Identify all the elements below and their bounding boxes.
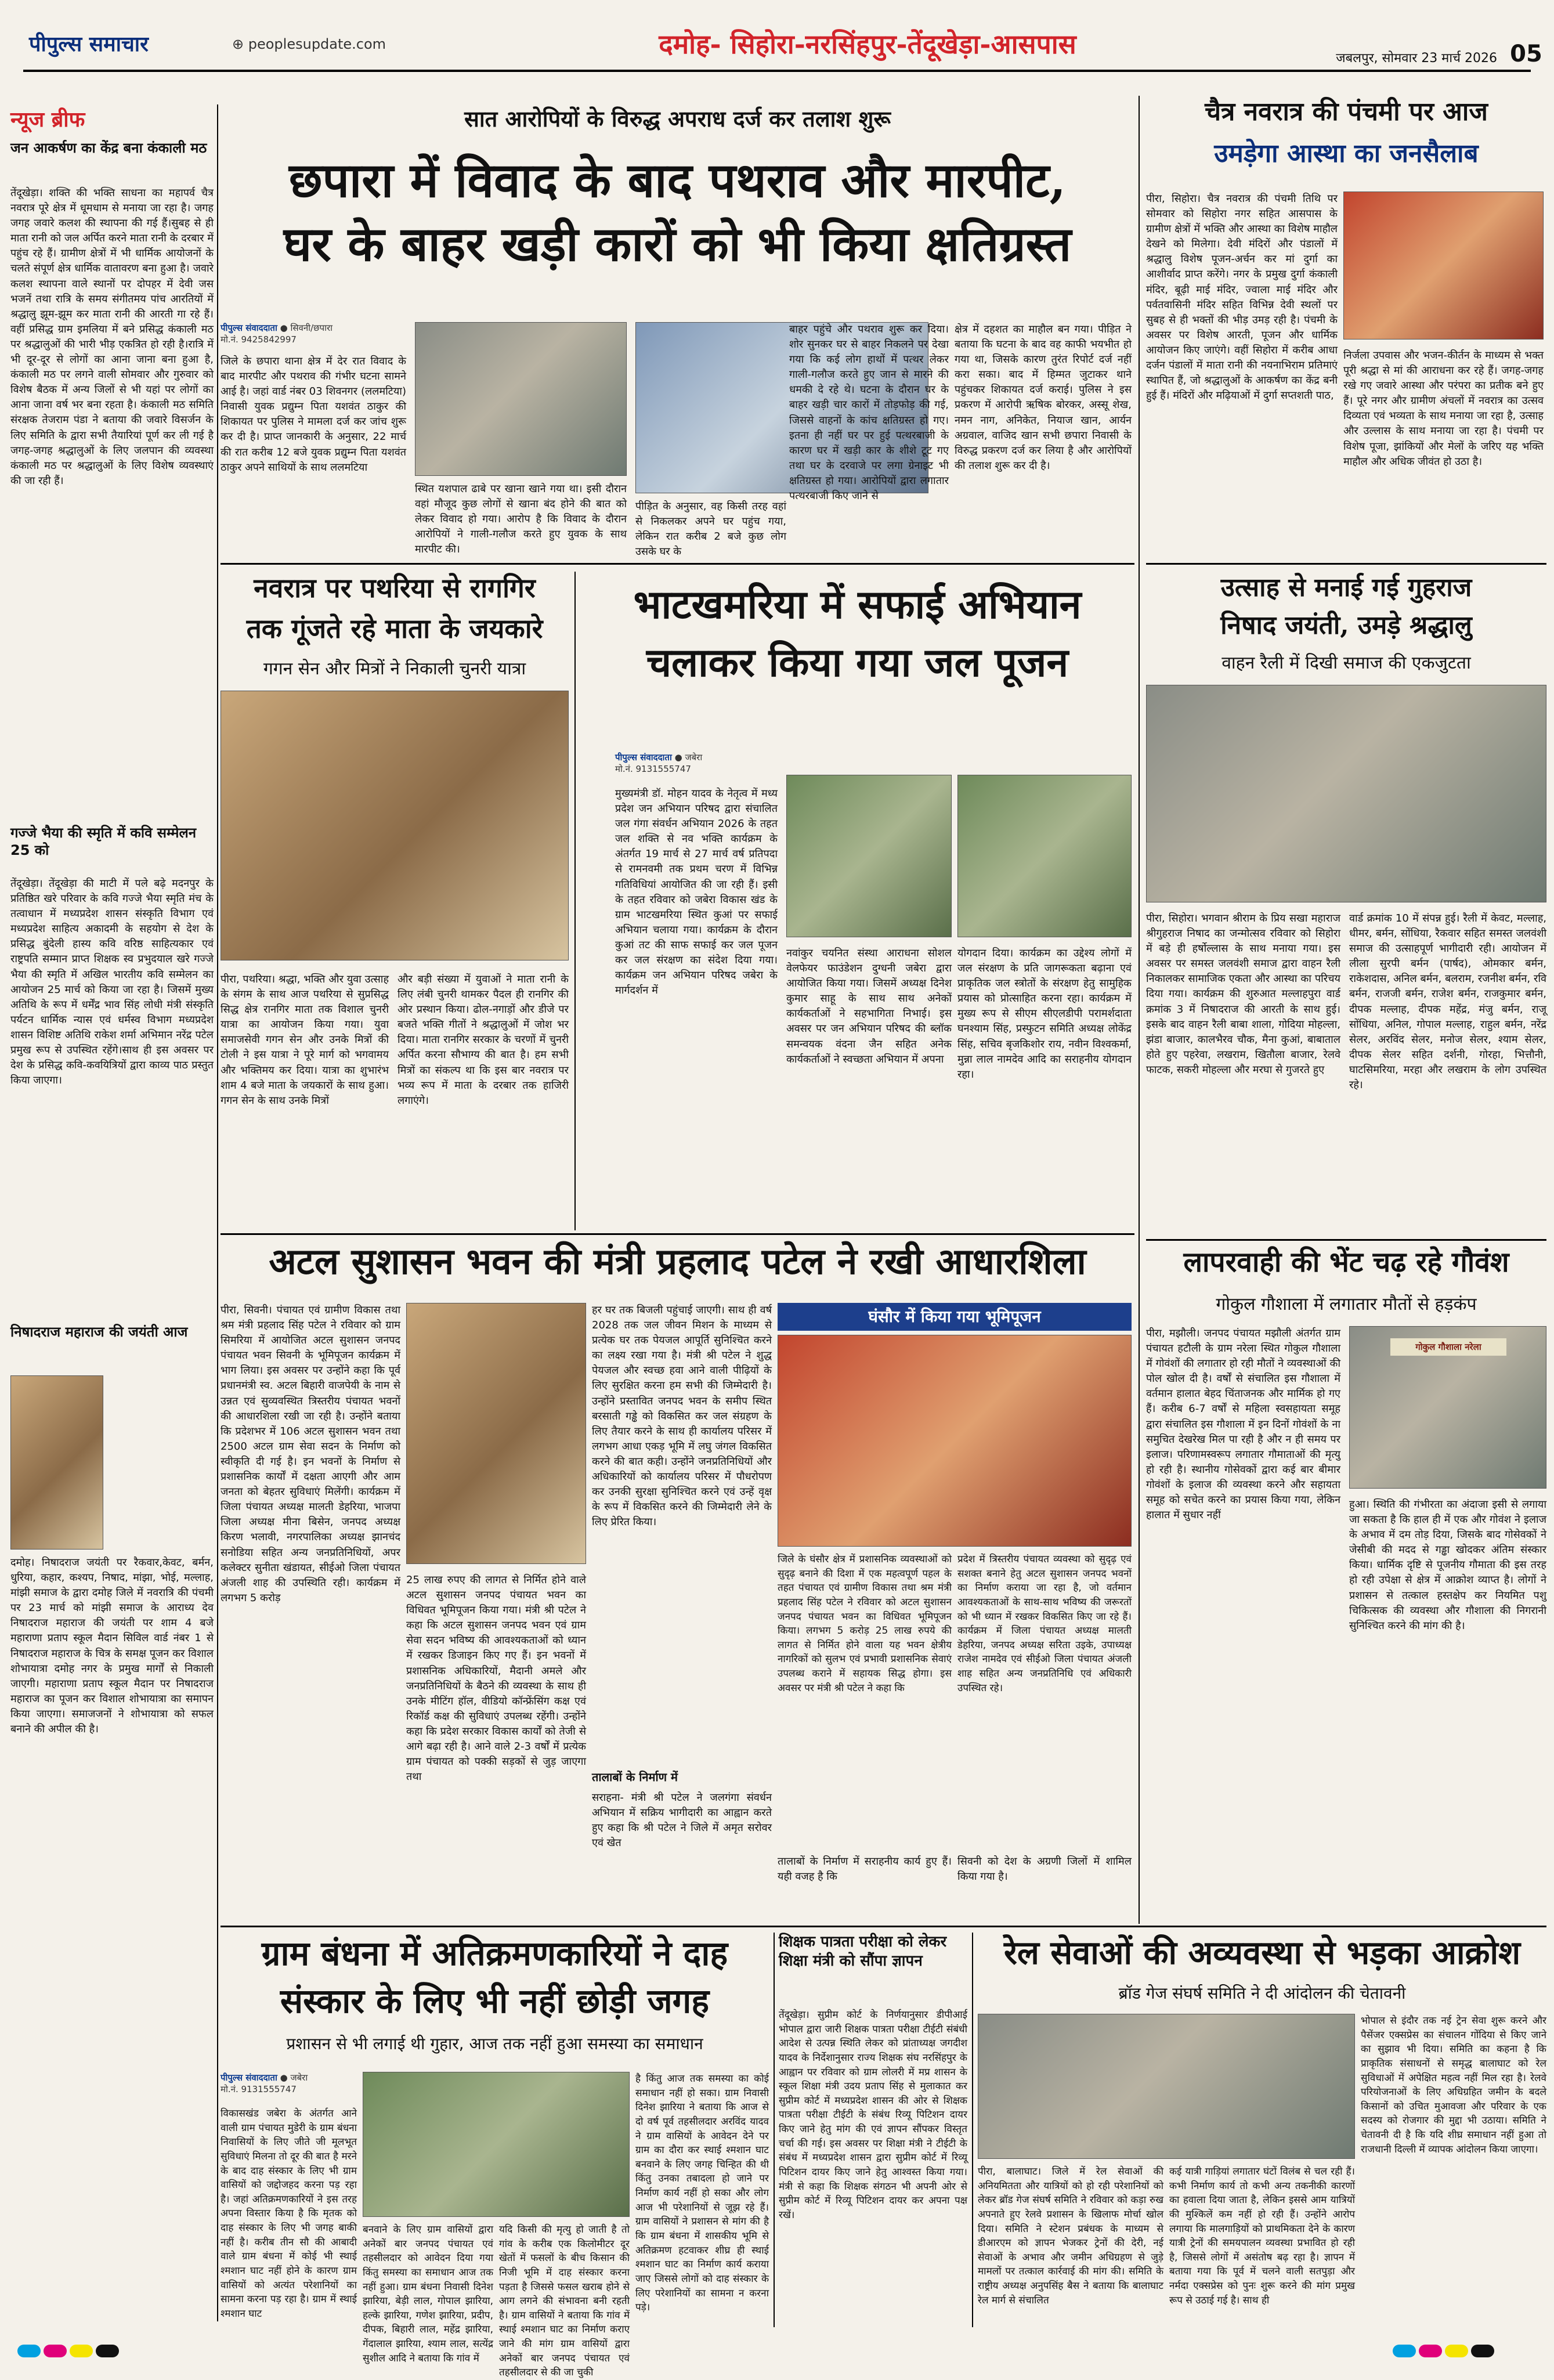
atal-col-5: सिवनी को देश के अग्रणी जिलों में शामिल किया गया है। (957, 1855, 1132, 1883)
gram-col-1: विकासखंड जबेरा के अंतर्गत आने वाली ग्राम पंचायत मुडेरी के ग्राम बंधना निवासियों के लिए जीते जी मूलभूत सुविधाएं मिलना तो दूर की बात है मरने के बाद दाह संस्कार के लिए भी ग्राम वासियों को जद्दोजहद करना पड़ रहा है। जहां अतिक्रमणकारियों ने इस तरह अपना विस्तार किया है कि मृतक को दाह संस्कार के लिए भी जगह बाकी नहीं है। करीब तीन सौ की आबादी वाले ग्राम बंधना में कोई भी स्थाई श्मशान घाट नहीं होने के कारण ग्राम वासियों को अत्यंत परेशानियों का सामना करना पड़ रहा है। ग्राम में स्थाई श्मशान घाट (221, 2108, 357, 2320)
masthead-rule (23, 70, 1531, 72)
website-text: peoplesupdate.com (248, 36, 386, 52)
atal-col-3: हर घर तक बिजली पहुंचाई जाएगी। साथ ही वर्ष 2028 तक जल जीवन मिशन के माध्यम से प्रत्येक घर तक पेयजल आपूर्ति सुनिश्चित करने का लक्ष्य रखा गया है। मंत्री श्री पटेल ने शुद्ध पेयजल और स्वच्छ हवा आने वाली पीढ़ियों के लिए सुरक्षित करना हम सभी की जिम्मेदारी है। उन्होंने प्रस्तावित जनपद भवन के समीप स्थित बरसाती गड्ढे को विकसित कर जल संग्रहण के लिए तैयार करने के साथ ही कार्यालय परिसर में लगभग आधा एकड़ भूमि में लघु जंगल विकसित करने की बात कही। उन्होंने जनप्रतिनिधियों और अधिकारियों को कार्यालय परिसर में पौधरोपण कर उनकी सुरक्षा सुनिश्चित करने एवं उन्हें वृक्ष के रूप में विकसित करने की जिम्मेदारी लेने के लिए प्रेरित किया। (592, 1304, 772, 1529)
website-link[interactable] (232, 36, 406, 56)
page-number: 05 (1510, 41, 1542, 67)
ghansaur-caption-right: प्रदेश में त्रिस्तरीय पंचायत व्यवस्था को सुदृढ़ एवं सशक्त बनाने हेतु अटल सुशासन जनपद भवनों का निर्माण कराया जा रहा है, जो वर्तमान आवश्यकताओं के साथ-साथ भविष्य की जरूरतों को भी ध्यान में रखकर विकसित किए जा रहे हैं। कार्यक्रम में जिला पंचायत अध्यक्ष मालती डेहरिया, जनपद अध्यक्ष सरिता उइके, उपाध्यक्ष राजेश नामदेव एवं सीईओ जिला पंचायत अंजली शाह सहित अन्य जनप्रतिनिधि एवं अधिकारी उपस्थित रहे। (957, 1554, 1132, 1694)
rail-col-1: पीरा, बालाघाट। जिले में रेल सेवाओं की अनियमितता और यात्रियों को हो रही परेशानियों को लेकर ब्रॉड गेज संघर्ष समिति ने रविवार को कड़ा रुख अपनाते हुए रेलवे प्रशासन के खिलाफ मोर्चा खोल दिया। समिति ने स्टेशन प्रबंधक के माध्यम से डीआरएम को ज्ञापन भेजकर ट्रेनों की देरी, नई सेवाओं के अभाव और जमीन अधिग्रहण से जुड़े मामलों पर तत्काल कार्रवाई की मांग की। समिति के राष्ट्रीय अध्यक्ष अनुपसिंह बैस ने बताया कि बालाघाट रेल मार्ग से संचालित (978, 2166, 1163, 2306)
gaushala-story (1146, 1245, 1546, 1924)
gaushala-building-photo (1349, 1326, 1546, 1489)
navratri-col-1: पीरा, सिहोरा। चैत्र नवरात्र की पंचमी तिथि पर सोमवार को सिहोरा नगर सहित आसपास के ग्रामीण क्षेत्रों में भक्ति और आस्था का विशेष माहौल देखने को मिलेगा। देवी मंदिरों और पंडालों में श्रद्धालु विशेष पूजन-अर्चन कर मां दुर्गा का आशीर्वाद प्राप्त करेंगे। नगर के प्रमुख दुर्गा कंकाली मंदिर, बूढ़ी माई मंदिर, ज्वाला माई मंदिर और पर्वतवासिनी मंदिर सहित विभिन्न देवी स्थलों पर सुबह से ही भक्तों की भीड़ उमड़ रही है। पंचमी के अवसर पर विशेष आरती, पूजन और धार्मिक आयोजन किए जाएंगे। वहीं सिहोरा में करीब आधा दर्जन पंडालों में माता रानी की नयनाभिराम प्रतिमाएं स्थापित हैं, जो श्रद्धालुओं के आकर्षण का केंद्र बनी हुई हैं। मंदिरों और मढ़ियाओं में दुर्गा सप्तशती पाठ, (1146, 193, 1338, 402)
rail-story (978, 1933, 1546, 2327)
right-column-rule (1139, 96, 1140, 1924)
gram-byline: पीपुल्स संवाददाता ● जबेरा मो.नं. 9131555747 (221, 2072, 308, 2094)
atal-col-3b: सराहना- मंत्री श्री पटेल ने जलगंगा संवर्धन अभियान में सक्रिय भागीदारी का आह्वान करते हुए कहा कि श्री पटेल ने जिले में अमृत सरोवर एवं खेत (592, 1792, 772, 1850)
guhraj-headline-1: उत्साह से मनाई गई गुहराज (1220, 573, 1472, 602)
lead-story-bottom-rule (221, 563, 1134, 565)
atal-headline: अटल सुशासन भवन की मंत्री प्रहलाद पटेल ने रखी आधारशिला (269, 1240, 1086, 1283)
atal-story (221, 1239, 1134, 1924)
lead-headline-1: छपारा में विवाद के बाद पथराव और मारपीट, (289, 153, 1066, 208)
jal-pujan-byline: पीपुल्स संवाददाता ● जबेरा मो.नं. 9131555747 (615, 752, 703, 774)
jal-pujan-headline-1: भाटखमरिया में सफाई अभियान (633, 582, 1082, 628)
lead-kicker: सात आरोपियों के विरुद्ध अपराध दर्ज कर तलाश शुरू (464, 106, 891, 132)
chunari-col-2: और बड़ी संख्या में युवाओं ने माता रानी के लिए लंबी चुनरी थामकर पैदल ही रानगिर की ओर प्रस्थान किया। ढोल-नगाड़ों और डीजे पर बजते भक्ति गीतों ने श्रद्धालुओं में जोश भर दिया। माता रानगिर सरकार के चरणों में चुनरी अर्पित करना सौभाग्य की बात है। हम सभी मित्रों का संकल्प था कि इस बार नवरात्र पर भव्य रूप में माता के दरबार तक हाजिरी लगाएंगे। (397, 973, 569, 1107)
brief-body-3: दमोह। निषादराज जयंती पर रैकवार,केवट, बर्मन, धुरिया, कहार, कश्यप, निषाद, मांझा, भोई, मल्लाह, मांझी समाज के द्वारा दमोह जिले में नवरात्रि की पंचमी पर 23 मार्च को मांझी समाज के आराध्य देव निषादराज महाराज की जयंती पर शाम 4 बजे महाराणा प्रताप स्कूल मैदान सिविल वार्ड नंबर 1 से निषादराज महाराज के चित्र के समक्ष पूजन कर विशाल शोभायात्रा दमोह नगर के प्रमुख मार्गों से निकाली जाएगी। महाराणा प्रताप स्कूल मैदान पर निषादराज महाराज का पूजन कर विशाल शोभायात्रा का समापन किया जाएगा। समाजजनों ने शोभायात्रा को सफल बनाने की अपील की है। (10, 1556, 214, 1736)
paper-name: पीपुल्स समाचार (29, 32, 149, 56)
teacher-headline: शिक्षक पात्रता परीक्षा को लेकर शिक्षा मंत्री को सौंपा ज्ञापन (779, 1933, 947, 1970)
brief-body-1: तेंदूखेड़ा। शक्ति की भक्ति साधना का महापर्व चैत्र नवरात्र पूरे क्षेत्र में धूमधाम से मनाया जा रहा है। जगह जगह जवारे कलश की स्थापना की गई हैं।सुबह से ही माता रानी को जल अर्पित करने माता रानी के दरबार में पहुंच रहे हैं। ग्रामीण क्षेत्रों में भी धार्मिक आयोजनों के चलते संपूर्ण क्षेत्र धार्मिक वातावरण बना हुआ है। जवारे कलश स्थापना वाले स्थानों पर दोपहर में देवी जस भजनें तथा रात्रि के समय संगीतमय पांच आरतियों में श्रद्धालु झूम-झूम कर माता रानी की आरती गा रहे हैं। वहीं प्रसिद्ध ग्राम इमलिया में बने प्रसिद्ध कंकाली मठ पर श्रद्धालुओं की भारी भीड़ एकत्रित हो रही है।रात्रि में भी दूर-दूर से लोगों का आना जाना बना हुआ है, कंकाली मठ पर लगने वाली सोमवार और गुरुवार को विशेष बैठक में अन्य जिलों से भी यहां पर लोगों का आना जाना वर्ष भर बना रहता है। कंकाली मठ समिति संरक्षक तेजराम पंडा ने बताया की जवारे विसर्जन के लिए समिति के द्वारा सभी तैयारियां पूर्ण कर ली गई है जगह-जगह श्रद्धालुओं के लिए जलपान की व्यवस्था कंकाली मठ पर श्रद्धालुओं के लिए विशेष व्यवस्थाएं की जा रही हैं। (10, 187, 214, 487)
nishadraj-portrait-image (10, 1375, 103, 1550)
gram-headline-1: ग्राम बंधना में अतिक्रमणकारियों ने दाह (261, 1934, 728, 1973)
gram-subhead: प्रशासन से भी लगाई थी गुहार, आज तक नहीं हुआ समस्या का समाधान (286, 2034, 703, 2053)
lead-col-5: क्षेत्र में दहशत का माहौल बन गया। पीड़ित ने बताया कि घटना के बाद वह काफी भयभीत हो गया था, जिसके कारण तुरंत रिपोर्ट दर्ज नहीं करा सका। बाद में हिम्मत जुटाकर थाने पहुंचकर शिकायत दर्ज कराई। पुलिस ने इस प्रकरण में आरोपी ऋषिक बोरकर, अस्सू शेख, नमन नाग, अनिकेत, नियाज खान, आर्यन अग्रवाल, वाजिद खान सभी छपारा निवासी के विरुद्ध प्रकरण दर्ज कर लिया है और आरोपियों की तलाश शुरू कर दी है। (955, 323, 1132, 472)
byline-phone: मो.नं. 9131555747 (221, 2084, 297, 2094)
brief-body-2: तेंदूखेड़ा। तेंदूखेड़ा की माटी में पले बढ़े मदनपुर के प्रतिष्ठित खरे परिवार के कवि गज्जे भैया स्मृति मंच के तत्वाधान में मध्यप्रदेश शासन संस्कृति विभाग एवं मध्यप्रदेश साहित्य अकादमी के सहयोग से देश के प्रसिद्ध बुंदेली हास्य कवि वरिष्ठ साहित्यकार एवं राष्ट्रपति सम्मान प्राप्त शिक्षक स्व प्रभुदयाल खरे गज्जे भैया की स्मृति में अखिल भारतीय कवि सम्मेलन का आयोजन 25 मार्च को किया जा रहा है। जिसमें मुख्य अतिथि के रूप में धर्मेंद्र भाव सिंह लोधी मंत्री संस्कृति पर्यटन धार्मिक न्यास एवं धर्मस्व विभाग मध्यप्रदेश शासन विशिष्ट अतिथि राकेश शर्मा अभिमान नरेंद्र पटेल प्रमुख रूप से उपस्थित रहेंगे।साथ ही इस अवसर पर देश के प्रसिद्ध कवि-कवयित्रियों द्वारा काव्य पाठ प्रस्तुत किया जाएगा। (10, 877, 214, 1087)
registration-marks-right (1393, 2345, 1544, 2362)
gram-villagers-photo (363, 2072, 630, 2217)
guhraj-bottom-rule (1146, 1239, 1546, 1241)
byline-place: सिवनी/छपारा (290, 323, 333, 333)
jal-pujan-col-3: योगदान दिया। कार्यक्रम का उद्देश्य लोगों में जल संरक्षण के प्रति जागरूकता बढ़ाना एवं प्राकृतिक जल स्त्रोतों के संरक्षण हेतु सामुहिक प्रयास को प्रोत्साहित करना रहा। कार्यक्रम में मुख्य रूप से सीएम सीएलडीपी परामर्शदाता घनश्याम सिंह, प्रस्फुटन समिति अध्यक्ष लोकेंद्र सिंह, सचिव बृजकिशोर राय, नवीन विश्वकर्मा, मुन्ना लाल नामदेव आदि का सराहनीय योगदान रहा। (957, 947, 1132, 1081)
guhraj-col-2: वार्ड क्रमांक 10 में संपन्न हुई। रैली में केवट, मल्लाह, धीमर, बर्मन, सोंधिया, रैकवार सहित समस्त जलवंशी समाज की उत्साहपूर्ण भागीदारी रही। आयोजन में लीला सुरपी बर्मन (पार्षद), ओमकार बर्मन, राकेशदास, अनिल बर्मन, बलराम, रजनीश बर्मन, रवि बर्मन, राजजी बर्मन, राजेश बर्मन, राजकुमार बर्मन, दीपक मल्लाह, दीपक महेंद्र, मंजु बर्मन, राजू सोंधिया, अनिल, गोपाल मल्लाह, राहुल बर्मन, नरेंद्र सेलर, अरविंद सेलर, मनोज सेलर, श्याम सेलर, दीपक सेलर सहित दर्शनी, गोरहा, भित्तौनी, घाटसिमरिया, मरहा और लखराम के लोग उपस्थित रहे। (1349, 912, 1546, 1092)
gram-bandhna-story (221, 1933, 769, 2379)
rail-col-3: भोपाल से इंदौर तक नई ट्रेन सेवा शुरू करने और पैसेंजर एक्सप्रेस का संचालन गोंदिया से किए जाने का सुझाव भी दिया। समिति का कहना है कि प्राकृतिक संसाधनों से समृद्ध बालाघाट को रेल सुविधाओं में अपेक्षित महत्व नहीं मिल रहा है। रेलवे परियोजनाओं के लिए अधिग्रहित जमीन के बदले किसानों को उचित मुआवजा और परिवार के एक सदस्य को रोजगार की मुद्दा भी उठाया। समिति ने चेतावनी दी है कि यदि शीघ्र समाधान नहीं हुआ तो राजधानी दिल्ली में व्यापक आंदोलन किया जाएगा। (1361, 2015, 1546, 2155)
chunari-col-1: पीरा, पथरिया। श्रद्धा, भक्ति और युवा उत्साह के संगम के साथ आज पथरिया से सुप्रसिद्ध सिद्ध क्षेत्र रानगिर माता तक विशाल चुनरी यात्रा का आयोजन किया गया। युवा समाजसेवी गगन सेन और उनके मित्रों की टोली ने इस यात्रा ने पूरे मार्ग को भगवामय और भक्तिमय कर दिया। यात्रा का शुभारंभ शाम 4 बजे माता के जयकारों के साथ हुआ। गगन सेन के साथ उनके मित्रों (221, 973, 389, 1107)
brief-title-1: जन आकर्षण का केंद्र बना कंकाली मठ (10, 140, 207, 156)
gram-col-2: बनवाने के लिए ग्राम वासियों द्वारा अनेकों बार जनपद पंचायत एवं तहसीलदार को आवेदन दिया गया किंतु समस्या का समाधान आज तक नहीं हुआ। ग्राम बंधना निवासी दिनेश झारिया, बेड़ी लाल, गोपाल झारिया, हल्के झारिया, गणेश झारिया, प्रदीप, दीपक, बिहारी लाल, महेंद्र झारिया, गेंदालाल झारिया, श्याम लाल, सत्येंद्र सुशील आदि ने बताया कि गांव में (363, 2224, 493, 2364)
lead-byline: पीपुल्स संवाददाता ● सिवनी/छपारा मो.नं. 9425842997 (221, 323, 333, 345)
atal-subtitle: तालाबों के निर्माण में (592, 1770, 678, 1784)
byline-place: जबेरा (290, 2072, 308, 2083)
ghansaur-bhoomipujan-photo (778, 1335, 1132, 1547)
gaushala-sign-text: गोकुल गौशाला नरेला (1390, 1338, 1506, 1356)
guhraj-col-1: पीरा, सिहोरा। भगवान श्रीराम के प्रिय सखा महाराज श्रीगुहराज निषाद का जन्मोत्सव रविवार को सिहोरा में बड़े ही हर्षोल्लास के साथ मनाया गया। इस अवसर पर समस्त जलवंशी समाज द्वारा वाहन रैली निकालकर सामाजिक एकता और आस्था का परिचय दिया गया। कार्यक्रम की शुरुआत मल्लाहपुरा वार्ड क्रमांक 3 में निषादराज की आरती के साथ हुई। इसके बाद वाहन रैली बाबा शाला, गोदिया मोहल्ला, झंडा बाजार, कालभैरव चौक, मैना कुआं, बाबाताल होते हुए पहरेवा, लखराम, खितौला बाजार, रेलवे फाटक, सकरी मोहल्ला और मरघा से गुजरते हुए (1146, 912, 1340, 1076)
chunari-right-rule (574, 572, 576, 1230)
atal-col-1: पीरा, सिवनी। पंचायत एवं ग्रामीण विकास तथा श्रम मंत्री प्रहलाद सिंह पटेल ने रविवार को ग्राम सिमरिया में आयोजित अटल सुशासन जनपद पंचायत भवन सिवनी के भूमिपूजन कार्यक्रम में भाग लिया। इस अवसर पर उन्होंने कहा कि पूर्व प्रधानमंत्री स्व. अटल बिहारी वाजपेयी के नाम से उन्नत एवं सुव्यवस्थित त्रिस्तरीय पंचायत भवनों की आधारशिला रखी जा रही है। उन्होंने बताया कि प्रदेशभर में 106 अटल सुशासन भवन तथा 2500 अटल ग्राम सेवा सदन के निर्माण को स्वीकृति दी गई है। इन भवनों के निर्माण से प्रशासनिक कार्यों में दक्षता आएगी और आम जनता को बेहतर सुविधाएं मिलेंगी। कार्यक्रम में जिला पंचायत अध्यक्ष मालती डेहरिया, भाजपा जिला अध्यक्ष मीना बिसेन, जनपद अध्यक्ष किरण भलावी, नगरपालिका अध्यक्ष झानचंद सनोडिया सहित अन्य जनप्रतिनिधियों, अपर कलेक्टर सुनीता खंडायत, सीईओ जिला पंचायत अंजली शाह की उपस्थिति रही। कार्यक्रम में लगभग 5 करोड़ (221, 1304, 400, 1604)
brief-title-2: गज्जे भैया की स्मृति में कवि सम्मेलन 25 को (10, 825, 197, 858)
ghansaur-caption-left: जिले के घंसौर क्षेत्र में प्रशासनिक व्यवस्थाओं को सुदृढ़ बनाने की दिशा में एक महत्वपूर्ण पहल के तहत पंचायत एवं ग्रामीण विकास तथा श्रम मंत्री प्रहलाद सिंह पटेल ने रविवार को अटल सुशासन जनपद पंचायत भवन का विधिवत भूमिपूजन किया। लगभग 5 करोड़ 25 लाख रुपये की लागत से निर्मित होने वाला यह भवन क्षेत्रीय नागरिकों को सुलभ एवं प्रभावी प्रशासनिक सेवाएं उपलब्ध कराने में सहायक सिद्ध होगा। इस अवसर पर मंत्री श्री पटेल ने कहा कि (778, 1554, 952, 1694)
gram-col-3: यदि किसी की मृत्यु हो जाती है तो गांव के करीब एक किलोमीटर दूर खेतों में फसलों के बीच किसान की निजी भूमि में दाह संस्कार करना पड़ता है जिससे फसल खराब होने से आग लगने की संभावना बनी रहती है। ग्राम वासियों ने बताया कि गांव में स्थाई श्मशान घाट का निर्माण कराए जाने की मांग ग्राम वासियों द्वारा अनेकों बार जनपद पंचायत एवं तहसीलदार से की जा चुकी (499, 2224, 630, 2379)
guhraj-rally-photo (1146, 685, 1546, 902)
guhraj-headline-2: निषाद जयंती, उमड़े श्रद्धालु (1220, 611, 1472, 640)
globe-icon: ⊕ (232, 36, 248, 52)
gaushala-headline: लापरवाही की भेंट चढ़ रहे गौवंश (1183, 1246, 1509, 1279)
chunari-subhead: गगन सेन और मित्रों ने निकाली चुनरी यात्रा (263, 659, 526, 679)
gaushala-col-2: हुआ। स्थिति की गंभीरता का अंदाजा इसी से लगाया जा सकता है कि हाल ही में एक और गोवंश ने इलाज के अभाव में दम तोड़ दिया, जिसके बाद गोसेवकों ने जेसीबी की मदद से गड्ढा खोदकर अंतिम संस्कार किया। धार्मिक दृष्टि से पूजनीय गौमाता की इस तरह हो रही उपेक्षा से क्षेत्र में आक्रोश व्याप्त है। लोगों ने प्रशासन से तत्काल हस्तक्षेप कर नियमित पशु चिकित्सक की व्यवस्था और गौशाला की निगरानी सुनिश्चित करने की मांग की है। (1349, 1498, 1546, 1632)
gram-right-rule (774, 1933, 775, 2327)
byline-source: पीपुल्स संवाददाता (221, 323, 277, 333)
atal-col-4: तालाबों के निर्माण में सराहनीय कार्य हुए हैं। यही वजह है कि (778, 1855, 952, 1883)
news-brief-column (10, 104, 214, 2327)
navratri-headline: उमड़ेगा आस्था का जनसैलाब (1214, 139, 1479, 168)
gram-headline-2: संस्कार के लिए भी नहीं छोड़ी जगह (280, 1981, 710, 2021)
navratri-story (1146, 96, 1546, 560)
chunari-headline-1: नवरात्र पर पथरिया से रागगिर (254, 572, 536, 604)
brief-column-rule (217, 104, 218, 2321)
gaushala-subhead: गोकुल गौशाला में लगातार मौतों से हड़कंप (1216, 1294, 1477, 1314)
teacher-right-rule (972, 1933, 973, 2327)
rail-subhead: ब्रॉड गेज संघर्ष समिति ने दी आंदोलन की चेतावनी (1118, 1984, 1406, 2003)
bottom-row-rule (221, 1926, 1546, 1927)
gram-col-4: है किंतु आज तक समस्या का कोई समाधान नहीं हो सका। ग्राम निवासी दिनेश झारिया ने बताया कि आज से दो वर्ष पूर्व तहसीलदार अरविंद यादव ने ग्राम वासियों के आवेदन देने पर ग्राम का दौरा कर स्थाई श्मशान घाट बनवाने के लिए जगह चिन्हित की थी किंतु उनका तबादला हो जाने पर निर्माण कार्य नहीं हो सका और लोग आज भी परेशानियों से जूझ रहे हैं। ग्राम वासियों ने प्रशासन से मांग की है कि ग्राम बंधना में शासकीय भूमि से अतिक्रमण हटवाकर शीघ्र ही स्थाई श्मशान घाट का निर्माण कार्य कराया जाए जिससे लोगों को दाह संस्कार के लिए परेशानियों का सामना न करना पड़े। (635, 2073, 769, 2314)
jal-pujan-col-1: मुख्यमंत्री डॉ. मोहन यादव के नेतृत्व में मध्य प्रदेश जन अभियान परिषद द्वारा संचालित जल गंगा संवर्धन अभियान 2026 के तहत जल शक्ति से नव भक्ति कार्यक्रम के अंतर्गत 19 मार्च से 27 मार्च वर्ष प्रतिपदा से रामनवमी तक प्रथम चरण में विभिन्न गतिविधियां आयोजित की जा रही हैं। इसी के तहत रविवार को जबेरा विकास खंड के ग्राम भाटखमरिया स्थित कुआं पर सफाई अभियान चलाया गया। कार्यक्रम के दौरान कुआं तट की साफ सफाई कर जल पूजन कर जल संरक्षण का संदेश दिया गया। कार्यक्रम जन अभियान परिषद जबेरा के मार्गदर्शन में (615, 788, 778, 997)
teacher-col-1: तेंदूखेड़ा। सुप्रीम कोर्ट के निर्णयानुसार डीपीआई भोपाल द्वारा जारी शिक्षक पात्रता परीक्षा टीईटी संबंधी आदेश से उत्पन्न स्थिति लेकर को प्रांताध्यक्ष जगदीश यादव के निर्देशानुसार राज्य शिक्षक संघ नरसिंहपुर के आह्वान पर रविवार को ग्राम लोलरी में मप्र शासन के स्कूल शिक्षा मंत्री उदय प्रताप सिंह से मुलाकात कर सुप्रीम कोर्ट में मध्यप्रदेश शासन की ओर से शिक्षक पात्रता परीक्षा टीईटी के संबंध रिव्यू पिटिशन दायर किए जाने हेतु मांग की एवं ज्ञापन सौंपकर विस्तृत चर्चा की गई। इस अवसर पर शिक्षा मंत्री ने टीईटी के संबंध में मध्यप्रदेश शासन द्वारा सुप्रीम कोर्ट में रिव्यू पिटिशन दायर किए जाने हेतु आश्वस्त किया गया। मंत्री से कहा कि शिक्षक संगठन भी अपनी ओर से सुप्रीम कोर्ट में रिव्यू पिटिशन दायर कर अपना पक्ष रखें। (779, 2009, 967, 2221)
rail-headline: रेल सेवाओं की अव्यवस्था से भड़का आक्रोश (1003, 1934, 1521, 1972)
jal-pujan-photo-2 (957, 775, 1132, 937)
guhraj-subhead: वाहन रैली में दिखी समाज की एकजुटता (1221, 653, 1471, 673)
jal-pujan-story (580, 580, 1134, 1230)
teacher-story (779, 1933, 967, 2327)
atal-top-rule (221, 1233, 1134, 1235)
lead-col-2: स्थित यशपाल ढाबे पर खाना खाने गया था। इसी दौरान वहां मौजूद कुछ लोगों से खाना बंद होने की बात को लेकर विवाद हो गया। आरोप है कि विवाद के दौरान आरोपियों ने गाली-गलौज करते हुए युवक के साथ मारपीट की। (415, 483, 627, 556)
byline-source: पीपुल्स संवाददाता (221, 2072, 277, 2083)
byline-place: जबेरा (685, 752, 703, 763)
brief-title-3: निषादराज महाराज की जयंती आज (10, 1324, 188, 1340)
lead-col-3: पीड़ित के अनुसार, वह किसी तरह वहां से निकलकर अपने घर पहुंच गया, लेकिन रात करीब 2 बजे कुछ लोग उसके घर के (635, 500, 786, 558)
section-title: दमोह- सिहोरा-नरसिंहपुर-तेंदूखेड़ा-आसपास (659, 28, 1076, 60)
jal-pujan-col-2: नवांकुर चयनित संस्था आराधना सोशल वेलफेयर फाउंडेशन दुग्धनी जबेरा द्वारा आयोजित किया गया। जिसमें अध्यक्ष दिनेश कुमार साहू के साथ साथ अनेकों कार्यकर्ताओं ने सहभागिता निभाई। इस अवसर पर जन अभियान परिषद की ब्लॉक समन्वयक वंदना जैन सहित अनेक कार्यकर्ताओं ने स्वच्छता अभियान में अपना (786, 947, 952, 1066)
guhraj-story (1146, 572, 1546, 1236)
jal-pujan-photo-1 (786, 775, 952, 937)
lead-col-4: बाहर पहुंचे और पथराव शुरू कर दिया। शोर सुनकर घर से बाहर निकलने पर देखा गया कि कई लोग हाथों में पत्थर लेकर गाली-गलौज करते हुए जान से मारने की धमकी दे रहे थे। घटना के दौरान घर के बाहर खड़ी चार कारों में तोड़फोड़ की गई, जिससे वाहनों के कांच क्षतिग्रस्त हो गए। इतना ही नहीं घर पर हुई पत्थरबाजी के कारण घर में खड़ी कार के शीशे टूट गए तथा घर के दरवाजे पर लगा ग्रेनाइट भी क्षतिग्रस्त हो गया। आरोपियों द्वारा लगातार पत्थरबाजी किए जाने से (789, 323, 949, 503)
lead-photo-house (415, 322, 627, 476)
lead-col-1: जिले के छपारा थाना क्षेत्र में देर रात विवाद के बाद मारपीट और पथराव की गंभीर घटना सामने आई है। जहां वार्ड नंबर 03 शिवनगर (ललमटिया) निवासी युवक प्रद्युम्न पिता यशवंत ठाकुर की शिकायत पर पुलिस ने मामला दर्ज कर जांच शुरू कर दी है। प्राप्त जानकारी के अनुसार, 22 मार्च की रात करीब 12 बजे युवक प्रद्युम्न पिता यशवंत ठाकुर अपने साथियों के साथ ललमटिया (221, 355, 406, 474)
gaushala-col-1: पीरा, मझौली। जनपद पंचायत मझौली अंतर्गत ग्राम पंचायत हटौली के ग्राम नरेला स्थित गोकुल गौशाला में गोवंशों की लगातार हो रही मौतों ने व्यवस्थाओं की पोल खोल दी है। वर्षों से संचालित इस गौशाला में वर्तमान हालात बेहद चिंताजनक और मार्मिक हो गए हैं। करीब 6-7 वर्षों से महिला स्वसहायता समूह द्वारा संचालित इस गौशाला में इन दिनों गोवंशों के ना समुचित देखरेख मिल पा रही है और न ही समय पर इलाज। परिणामस्वरूप लगातार गौमाताओं की मृत्यु हो रही है। स्थानीय गोसेवकों द्वारा कई बार बीमार गोवंशों के इलाज की व्यवस्था करने और सहायता समूह को सचेत करने का प्रयास किया गया, लेकिन हालात में सुधार नहीं (1146, 1327, 1340, 1522)
rail-col-2: कई यात्री गाड़ियां लगातार घंटों विलंब से चल रही हैं। कभी निर्माण कार्य तो कभी अन्य तकनीकी कारणों का हवाला दिया जाता है, लेकिन इससे आम यात्रियों की मुश्किलें कम नहीं हो रही हैं। उन्होंने आरोप लगाया कि मालगाड़ियों को प्राथमिकता देने के कारण यात्री ट्रेनों की समयपालन व्यवस्था प्रभावित हो रही है, जिससे लोगों में असंतोष बढ़ रहा है। ज्ञापन में बताया गया कि पूर्व में चलने वाली सतपुड़ा और नर्मदा एक्सप्रेस को पुनः शुरू करने की मांग प्रमुख रूप से उठाई गई है। साथ ही (1169, 2166, 1355, 2306)
navratri-col-2: निर्जला उपवास और भजन-कीर्तन के माध्यम से भक्त पूरी श्रद्धा से मां की आराधना कर रहे हैं। जगह-जगह रखे गए जवारे आस्था और परंपरा का प्रतीक बने हुए हैं। पूरे नगर और ग्रामीण अंचलों में नवरात्र का उत्सव दिव्यता एवं भव्यता के साथ मनाया जा रहा है, उत्साह और उल्लास के साथ मनाया जा रहा है। पंचमी पर विशेष पूजा, झांकियों और मेलों के जरिए यह भक्ति माहौल और अधिक जीवंत हो उठा है। (1343, 349, 1544, 468)
byline-source: पीपुल्स संवाददाता (615, 752, 672, 763)
dateline: जबलपुर, सोमवार 23 मार्च 2026 (1336, 51, 1497, 66)
news-brief-label-text: न्यूज ब्रीफ (10, 107, 85, 132)
registration-marks-left (17, 2345, 168, 2362)
lead-headline-2: घर के बाहर खड़ी कारों को भी किया क्षतिग्रस्त (283, 216, 1072, 272)
ghansaur-tag: घंसौर में किया गया भूमिपूजन (778, 1303, 1132, 1331)
lead-story (221, 99, 1134, 560)
byline-phone: मो.नं. 9131555747 (615, 764, 691, 774)
paper-logo (29, 29, 235, 59)
chunari-story (221, 572, 569, 1227)
rail-committee-photo (978, 2014, 1355, 2159)
navratri-kicker: चैत्र नवरात्र की पंचमी पर आज (1205, 97, 1488, 127)
chunari-headline-2: तक गूंजते रहे माता के जयकारे (246, 613, 543, 644)
news-brief-label (10, 104, 214, 135)
atal-col-2: 25 लाख रुपए की लागत से निर्मित होने वाले अटल सुशासन जनपद पंचायत भवन का विधिवत भूमिपूजन किया गया। मंत्री श्री पटेल ने कहा कि अटल सुशासन जनपद भवन एवं ग्राम सेवा सदन भविष्य की आवश्यकताओं को ध्यान में रखकर डिजाइन किए गए हैं। इन भवनों में प्रशासनिक अधिकारियों, मैदानी अमले और जनप्रतिनिधियों के बैठने की व्यवस्था के साथ ही उनके मीटिंग हॉल, वीडियो कॉन्फ्रेंसिंग कक्ष एवं रिकॉर्ड कक्ष की सुविधाएं उपलब्ध रहेंगी। उन्होंने कहा कि प्रदेश सरकार विकास कार्यों को तेजी से आगे बढ़ा रही है। आने वाले 2-3 वर्षों में प्रत्येक ग्राम पंचायत को पक्की सड़कों से जुड़ जाएगा तथा (406, 1574, 586, 1783)
chunari-procession-photo (221, 691, 569, 960)
navratri-bottom-rule (1146, 563, 1546, 565)
masthead (0, 0, 1554, 68)
navratri-goddess-image (1343, 192, 1544, 340)
byline-phone: मो.नं. 9425842997 (221, 334, 297, 345)
jal-pujan-headline-2: चलाकर किया गया जल पूजन (646, 640, 1069, 686)
atal-minister-photo (406, 1303, 586, 1564)
